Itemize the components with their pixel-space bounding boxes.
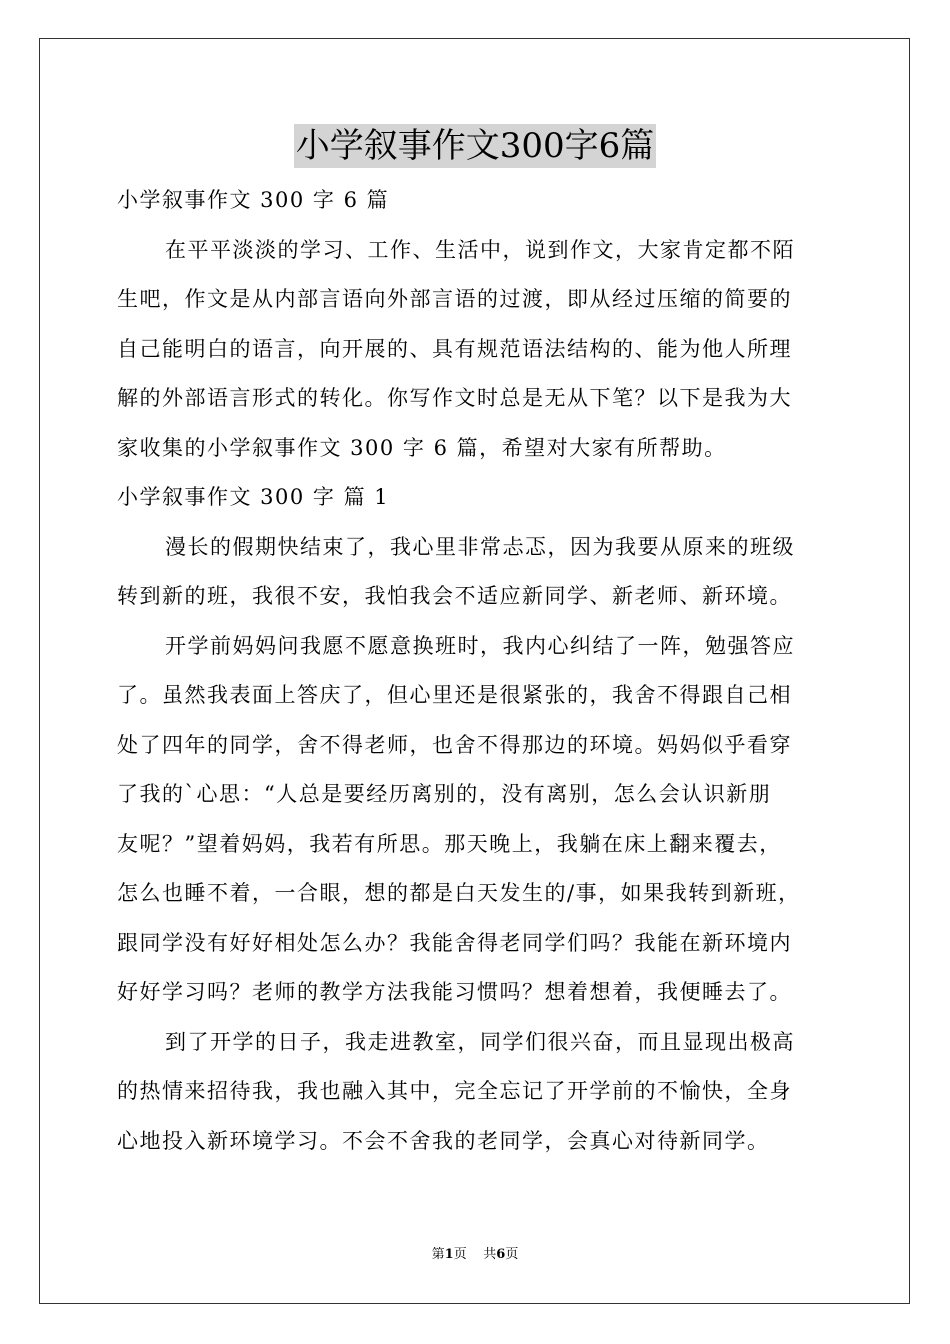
text-line: 开学前妈妈问我愿不愿意换班时，我内心纠结了一阵，勉强答应 <box>165 633 795 658</box>
text-line: 友呢？”望着妈妈，我若有所思。那天晚上，我躺在床上翻来覆去， <box>117 831 782 856</box>
text-line: 家收集的小学叙事作文 300 字 6 篇，希望对大家有所帮助。 <box>117 435 727 460</box>
text-line: 处了四年的同学，舍不得老师，也舍不得那边的环境。妈妈似乎看穿 <box>117 732 792 757</box>
text-line: 了。虽然我表面上答庆了，但心里还是很紧张的，我舍不得跟自己相 <box>117 683 792 707</box>
footer-total-suffix: 页 <box>505 1247 519 1262</box>
text-line: 到了开学的日子，我走进教室，同学们很兴奋，而且显现出极高 <box>165 1029 795 1054</box>
text-line: 小学叙事作文 300 字 6 篇 <box>117 188 390 212</box>
footer-page-total: 6 <box>496 1247 506 1262</box>
title-wrap <box>0 124 950 168</box>
footer-total-prefix: 共 <box>483 1247 497 1262</box>
text-line: 漫长的假期快结束了，我心里非常忐忑，因为我要从原来的班级 <box>165 534 795 559</box>
text-line: 小学叙事作文 300 字 篇 1 <box>117 485 390 509</box>
text-line: 自己能明白的语言，向开展的、具有规范语法结构的、能为他人所理 <box>117 336 792 361</box>
text-line: 的热情来招待我，我也融入其中，完全忘记了开学前的不愉快，全身 <box>117 1079 792 1103</box>
text-line: 跟同学没有好好相处怎么办？我能舍得老同学们吗？我能在新环境内 <box>117 930 792 955</box>
page-footer <box>0 1246 950 1264</box>
footer-page-current: 1 <box>444 1247 454 1262</box>
text-line: 生吧，作文是从内部言语向外部言语的过渡，即从经过压缩的简要的 <box>117 287 792 311</box>
document-body <box>117 176 835 1166</box>
text-line: 了我的`心思：“人总是要经历离别的，没有离别，怎么会认识新朋 <box>117 782 772 806</box>
text-line: 怎么也睡不着，一合眼，想的都是白天发生的/事，如果我转到新班， <box>117 881 801 905</box>
document-title: 小学叙事作文300字6篇 <box>295 126 655 166</box>
footer-page-prefix: 第 <box>431 1247 445 1262</box>
text-line: 解的外部语言形式的转化。你写作文时总是无从下笔？以下是我为大 <box>117 386 792 410</box>
text-line: 转到新的班，我很不安，我怕我会不适应新同学、新老师、新环境。 <box>117 584 792 608</box>
text-line: 好好学习吗？老师的教学方法我能习惯吗？想着想着，我便睡去了。 <box>117 980 792 1004</box>
text-line: 在平平淡淡的学习、工作、生活中，说到作文，大家肯定都不陌 <box>165 237 795 262</box>
text-line: 心地投入新环境学习。不会不舍我的老同学，会真心对待新同学。 <box>117 1128 770 1153</box>
footer-page-suffix: 页 <box>453 1247 467 1262</box>
